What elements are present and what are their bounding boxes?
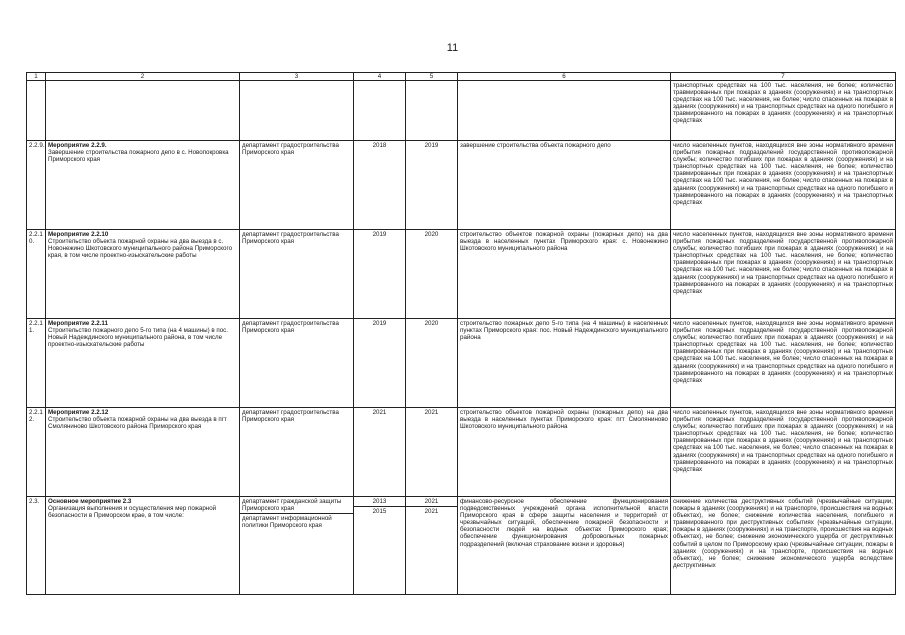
measure-cell	[46, 497, 240, 595]
column-header: 5	[406, 73, 458, 81]
executor-cell: департамент градостроительства Приморского края	[240, 230, 354, 319]
row-number: 2.3.	[27, 497, 46, 595]
executor-cell	[240, 497, 354, 595]
table-row	[27, 141, 896, 230]
end-year: 2019	[406, 141, 458, 230]
table-row	[27, 497, 896, 595]
column-header: 6	[458, 73, 671, 81]
end-year	[406, 81, 458, 141]
start-year: 2018	[354, 141, 406, 230]
measure-cell	[46, 319, 240, 408]
measure-description: Завершение строительства пожарного депо в с. Новопокровка Приморского края	[48, 149, 229, 164]
start-year: 2021	[354, 408, 406, 497]
row-number: 2.2.1 1.	[27, 319, 46, 408]
start-year: 2019	[354, 230, 406, 319]
executor-cell: департамент градостроительства Приморского края	[240, 141, 354, 230]
column-header: 3	[240, 73, 354, 81]
column-header: 2	[46, 73, 240, 81]
table-row	[27, 408, 896, 497]
result-cell	[458, 81, 671, 141]
column-header: 4	[354, 73, 406, 81]
indicator-cell: число населенных пунктов, находящихся вне зоны нормативного времени прибытия пожарных подразделений государственной противопожарной службы; количество погибших при пожарах в зданиях (сооружениях) и на транспортных средствах на 100 тыс. населения, не более; количество травмированных при пожарах в зданиях (сооружениях) и на транспортных средствах на 100 тыс. населения, не более; число спасенных на пожарах в зданиях (сооружениях) и на транспортных средствах на одного погибшего и травмированного на пожарах в зданиях (сооружениях) и на транспортных средствах	[671, 230, 896, 319]
start-year	[354, 497, 406, 595]
row-number: 2.2.1 0.	[27, 230, 46, 319]
column-header: 1	[27, 73, 46, 81]
measure-title: Мероприятие 2.2.12	[48, 409, 109, 416]
end-year: 2020	[406, 230, 458, 319]
end-year: 2020	[406, 319, 458, 408]
indicator-cell: транспортных средствах на 100 тыс. населения, не более; количество травмированных при пожарах в зданиях (сооружениях) и на транспортных средствах на 100 тыс. населения, не более; число спасенных на пожарах в зданиях (сооружениях) и на транспортных средствах на одного погибшего и травмированного на пожарах в зданиях (сооружениях) и на транспортных средствах	[671, 81, 896, 141]
result-cell: строительство пожарных депо 5-го типа (на 4 машины) в населенных пунктах Приморского края: пос. Новый Надеждинского муниципального района	[458, 319, 671, 408]
measure-title: Мероприятие 2.2.9.	[48, 142, 107, 149]
start-year-secondary: 2015	[372, 508, 387, 516]
indicator-cell: число населенных пунктов, находящихся вне зоны нормативного времени прибытия пожарных подразделений государственной противопожарной службы; количество погибших при пожарах в зданиях (сооружениях) и на транспортных средствах на 100 тыс. населения, не более; количество травмированных при пожарах в зданиях (сооружениях) и на транспортных средствах на 100 тыс. населения, не более; число спасенных на пожарах в зданиях (сооружениях) и на транспортных средствах на одного погибшего и травмированного на пожарах в зданиях (сооружениях) и на транспортных средствах	[671, 319, 896, 408]
header-row	[27, 73, 896, 81]
page-number: 11	[446, 42, 459, 54]
start-year-primary: 2013	[354, 497, 405, 507]
measure-title: Мероприятие 2.2.10	[48, 231, 109, 238]
indicator-cell: снижение количества деструктивных событий (чрезвычайные ситуации, пожары в зданиях (сооружениях) и на транспорте, происшествия на водных объектах), не более; снижение количества населения, погибшего и травмированного при деструктивных событиях (чрезвычайные ситуации, пожары в зданиях (сооружениях) и на транспорте, происшествия на водных объектах), не более; снижение экономического ущерба от деструктивных событий в целом по Приморскому краю (чрезвычайные ситуации, пожары в зданиях (сооружениях) и на транспорте, происшествия на водных объектах), не более; снижение экономического ущерба вследствие деструктивных	[671, 497, 896, 595]
result-cell: строительство объектов пожарной охраны (пожарных депо) на два выезда в населенных пунктах Приморского края: пгт Смоляниново Шкотовского муниципального района	[458, 408, 671, 497]
measure-title: Основное мероприятие 2.3	[48, 498, 132, 505]
table-row	[27, 81, 896, 141]
measure-description: Организация выполнения и осуществления мер пожарной безопасности в Приморском крае, в том числе:	[48, 505, 217, 520]
executor-primary: департамент гражданской защиты Приморского края	[240, 497, 353, 514]
executor-cell: департамент градостроительства Приморского края	[240, 408, 354, 497]
table-row	[27, 230, 896, 319]
measure-cell	[46, 408, 240, 497]
indicator-cell: число населенных пунктов, находящихся вне зоны нормативного времени прибытия пожарных подразделений государственной противопожарной службы; количество погибших при пожарах в зданиях (сооружениях) и на транспортных средствах на 100 тыс. населения, не более; количество травмированных при пожарах в зданиях (сооружениях) и на транспортных средствах на 100 тыс. населения, не более; число спасенных на пожарах в зданиях (сооружениях) и на транспортных средствах на одного погибшего и травмированного на пожарах в зданиях (сооружениях) и на транспортных средствах	[671, 408, 896, 497]
row-number	[27, 81, 46, 141]
column-header: 7	[671, 73, 896, 81]
row-number: 2.2.1 2.	[27, 408, 46, 497]
result-cell: финансово-ресурсное обеспечение функционирования подведомственных учреждений органа исполнительной власти Приморского края в сфере защиты населения и территорий от чрезвычайных ситуаций, обеспечение пожарной безопасности и безопасности людей на водных объектах Приморского края; обеспечение функционирования добровольных пожарных подразделений (включая страхование жизни и здоровья)	[458, 497, 671, 595]
executor-secondary: департамент информационной политики Приморского края	[242, 515, 332, 530]
executor-cell	[240, 81, 354, 141]
indicator-cell: число населенных пунктов, находящихся вне зоны нормативного времени прибытия пожарных подразделений государственной противопожарной службы; количество погибших при пожарах в зданиях (сооружениях) и на транспортных средствах на 100 тыс. населения, не более; количество травмированных при пожарах в зданиях (сооружениях) и на транспортных средствах на 100 тыс. населения, не более; число спасенных на пожарах в зданиях (сооружениях) и на транспортных средствах на одного погибшего и травмированного на пожарах в зданиях (сооружениях) и на транспортных средствах	[671, 141, 896, 230]
end-year-primary: 2021	[406, 497, 457, 507]
executor-cell: департамент градостроительства Приморского края	[240, 319, 354, 408]
result-cell: завершение строительства объекта пожарного депо	[458, 141, 671, 230]
measure-cell	[46, 230, 240, 319]
measure-cell	[46, 81, 240, 141]
measure-description: Строительство объекта пожарной охраны на два выезда в с. Новонежино Шкотовского муниципального района Приморского края, в том числе проектно-изыскательские работы	[48, 238, 233, 260]
measure-description: Строительство пожарного депо 5-го типа (на 4 машины) в пос. Новый Надеждинского муниципального района, в том числе проектно-изыскательские работы	[48, 327, 228, 349]
end-year: 2021	[406, 408, 458, 497]
program-table	[26, 72, 896, 595]
result-cell: строительство объектов пожарной охраны (пожарных депо) на два выезда в населенных пунктах Приморского края: с. Новонежино Шкотовского муниципального района	[458, 230, 671, 319]
start-year: 2019	[354, 319, 406, 408]
measure-title: Мероприятие 2.2.11	[48, 320, 108, 327]
row-number: 2.2.9.	[27, 141, 46, 230]
end-year-secondary: 2021	[424, 508, 439, 516]
measure-description: Строительство объекта пожарной охраны на два выезда в пгт Смоляниново Шкотовского района Приморского края	[48, 416, 227, 431]
table-row	[27, 319, 896, 408]
start-year	[354, 81, 406, 141]
measure-cell	[46, 141, 240, 230]
end-year	[406, 497, 458, 595]
